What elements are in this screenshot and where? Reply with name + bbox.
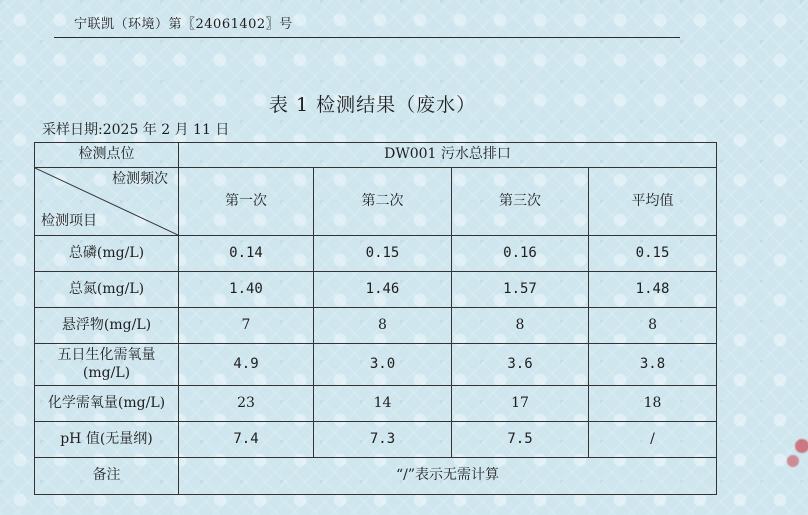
row-item: 化学需氧量(mg/L) — [35, 386, 179, 422]
row-value: 4.9 — [179, 344, 314, 386]
row-value: 7.3 — [314, 422, 452, 458]
col-header-3: 第三次 — [452, 168, 589, 236]
point-row — [35, 143, 717, 168]
row-value: 1.46 — [314, 272, 452, 308]
col-header-2: 第二次 — [314, 168, 452, 236]
remark-row — [35, 458, 717, 495]
table-row — [35, 236, 717, 272]
table-row — [35, 386, 717, 422]
row-item — [35, 344, 179, 386]
sampling-date: 采样日期:2025 年 2 月 11 日 — [42, 122, 230, 138]
row-value: 17 — [452, 386, 589, 422]
frequency-label: 检测频次 — [112, 171, 168, 187]
remark-value: “/”表示无需计算 — [179, 458, 717, 495]
row-item: 总氮(mg/L) — [35, 272, 179, 308]
item-label: 检测项目 — [41, 212, 97, 229]
row-value: 8 — [314, 308, 452, 344]
diagonal-header-cell — [35, 168, 179, 236]
point-label: 检测点位 — [35, 143, 179, 168]
row-value: 0.15 — [589, 236, 717, 272]
row-value: 3.8 — [589, 344, 717, 386]
row-value: 0.16 — [452, 236, 589, 272]
document-number: 宁联凯（环境）第〖24061402〗号 — [74, 17, 293, 32]
row-value: 23 — [179, 386, 314, 422]
table-row — [35, 272, 717, 308]
row-value: 7.4 — [179, 422, 314, 458]
row-value: 14 — [314, 386, 452, 422]
point-value: DW001 污水总排口 — [179, 143, 717, 168]
row-item-line2: (mg/L) — [82, 364, 131, 381]
row-value: 3.6 — [452, 344, 589, 386]
col-header-1: 第一次 — [179, 168, 314, 236]
row-value: 1.57 — [452, 272, 589, 308]
row-item: 总磷(mg/L) — [35, 236, 179, 272]
row-value: 1.40 — [179, 272, 314, 308]
row-value: 8 — [589, 308, 717, 344]
row-item: pH 值(无量纲) — [35, 422, 179, 458]
col-header-4: 平均值 — [589, 168, 717, 236]
row-value: 7.5 — [452, 422, 589, 458]
row-value: 18 — [589, 386, 717, 422]
row-item: 悬浮物(mg/L) — [35, 308, 179, 344]
row-value: 1.48 — [589, 272, 717, 308]
row-value: 0.15 — [314, 236, 452, 272]
table-row — [35, 308, 717, 344]
table-row — [35, 422, 717, 458]
row-value: 8 — [452, 308, 589, 344]
row-value: / — [589, 422, 717, 458]
remark-label: 备注 — [35, 458, 179, 495]
row-value: 0.14 — [179, 236, 314, 272]
table-row — [35, 344, 717, 386]
row-item-line1: 五日生化需氧量 — [57, 347, 156, 363]
header-row — [35, 168, 717, 236]
red-stamp-fragment — [784, 426, 808, 476]
header-rule — [54, 37, 680, 38]
results-table — [34, 142, 717, 495]
row-value: 7 — [179, 308, 314, 344]
table-title: 表 1 检测结果（废水） — [268, 94, 477, 116]
row-value: 3.0 — [314, 344, 452, 386]
